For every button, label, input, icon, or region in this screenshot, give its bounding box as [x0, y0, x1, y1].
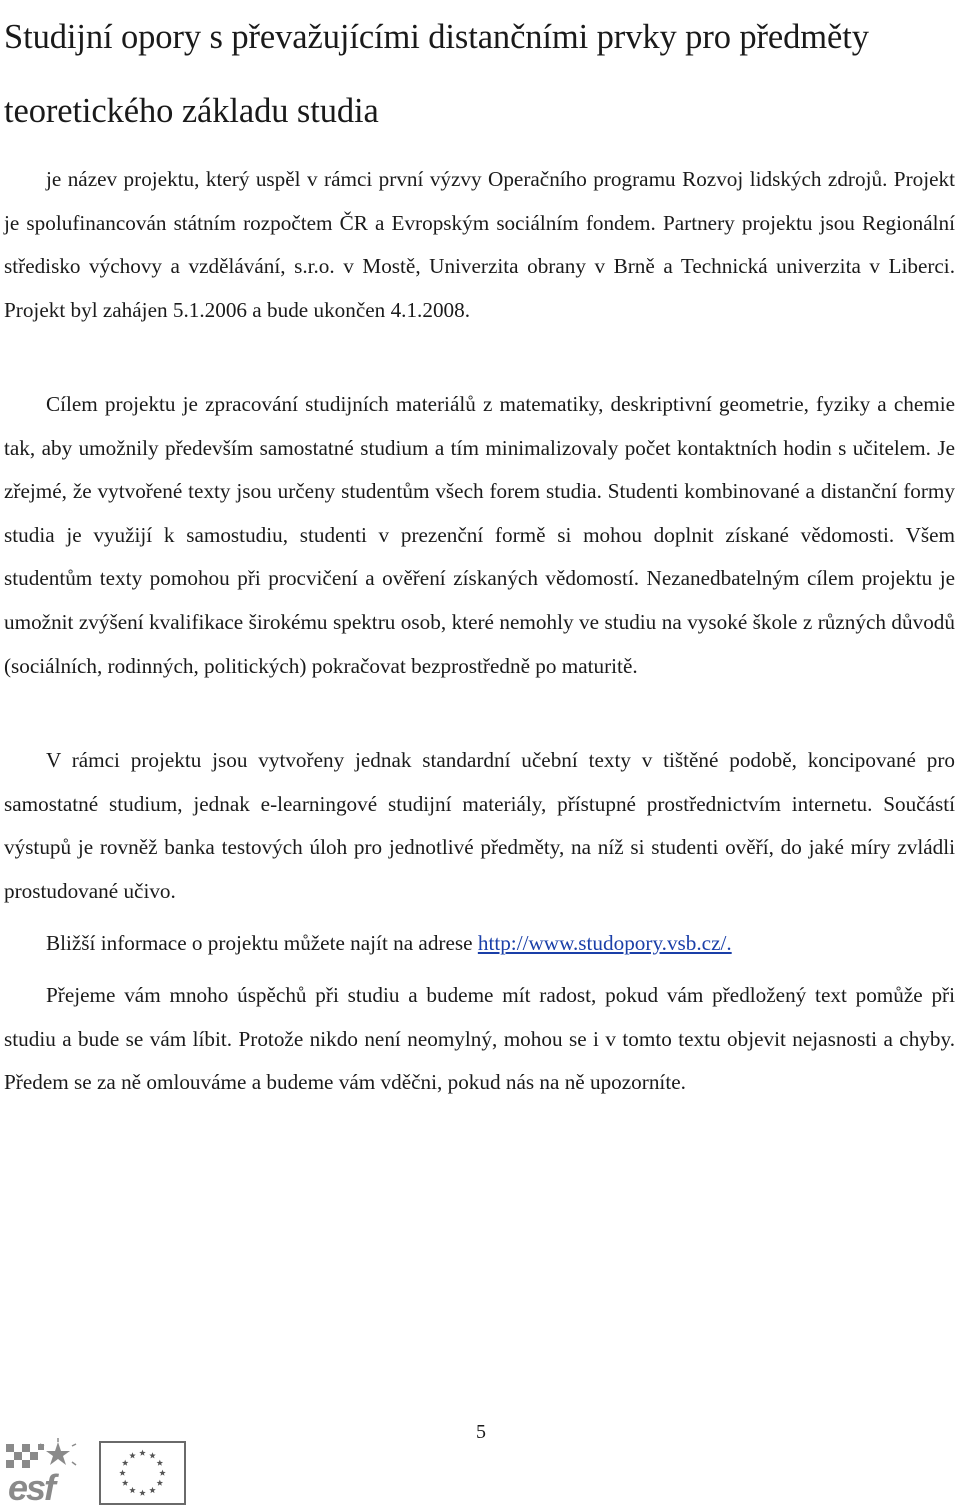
paragraph-closing: Přejeme vám mnoho úspěchů při studiu a budeme mít radost, pokud vám předložený text pomůže při studiu a bude se vám líbit. Protože nikdo není neomylný, mohou se i v tomto textu objevit nejasnosti a chyby. Předem se za ně omlouváme a budeme vám vděčni, pokud nás na ně upozorníte. — [4, 983, 955, 1095]
eu-flag-icon — [99, 1441, 186, 1505]
document-title: Studijní opory s převažujícími distančními prvky pro předměty teoretického základu studia — [4, 18, 869, 130]
esf-logo-icon — [2, 1438, 88, 1506]
page-number: 5 — [476, 1421, 486, 1443]
info-text: Bližší informace o projektu můžete najít na adrese — [46, 931, 478, 955]
esf-logo-text: esf — [8, 1467, 55, 1506]
project-url-link[interactable]: http://www.studopory.vsb.cz/. — [477, 931, 732, 955]
paragraph-intro: je název projektu, který uspěl v rámci první výzvy Operačního programu Rozvoj lidských zdrojů. Projekt je spolufinancován státním rozpočtem ČR a Evropským sociálním fondem. Partnery projektu jsou Regionální středisko výchovy a vzdělávání, s.r.o. v Mostě, Univerzita obrany v Brně a Technická univerzita v Liberci. Projekt byl zahájen 5.1.2006 a bude ukončen 4.1.2008. — [4, 167, 955, 322]
paragraph-goals: Cílem projektu je zpracování studijních materiálů z matematiky, deskriptivní geometrie, fyziky a chemie tak, aby umožnily především samostatné studium a tím minimalizovaly počet kontaktních hodin s učitelem. Je zřejmé, že vytvořené texty jsou určeny studentům všech forem studia. Studenti kombinované a distanční formy studia je využijí k samostudiu, studenti v prezenční formě si mohou doplnit získané vědomosti. Všem studentům texty pomohou při procvičení a ověření získaných vědomostí. Nezanedbatelným cílem projektu je umožnit zvýšení kvalifikace širokému spektru osob, které nemohly ve studiu na vysoké škole z různých důvodů (sociálních, rodinných, politických) pokračovat bezprostředně po maturitě. — [4, 392, 955, 678]
paragraph-info — [4, 922, 955, 966]
paragraph-outputs: V rámci projektu jsou vytvořeny jednak standardní učební texty v tištěné podobě, koncipované pro samostatné studium, jednak e-learningové studijní materiály, přístupné prostřednictvím internetu. Součástí výstupů je rovněž banka testových úloh pro jednotlivé předměty, na níž si studenti ověří, do jaké míry zvládli prostudované učivo. — [4, 748, 955, 903]
